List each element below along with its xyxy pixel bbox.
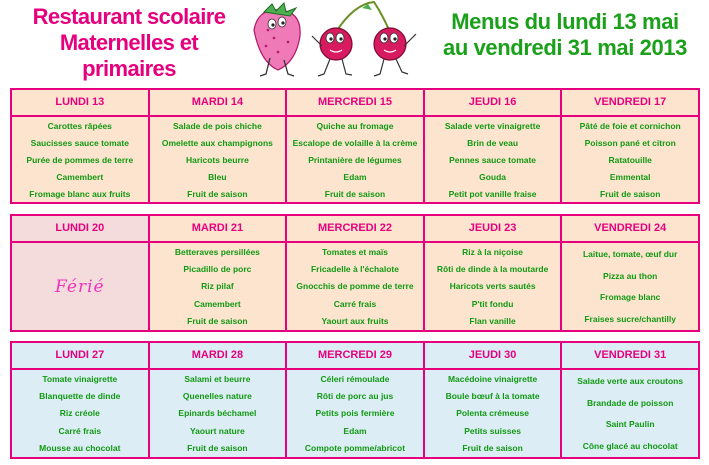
- dish-item: Brandade de poisson: [586, 397, 674, 408]
- dish-item: Flan vanille: [469, 316, 516, 327]
- day-header: MARDI 21: [149, 215, 287, 242]
- dish-item: Blanquette de dinde: [39, 391, 121, 402]
- dish-item: Petit pot vanille fraise: [448, 188, 537, 199]
- day-header: VENDREDI 31: [561, 342, 699, 369]
- dish-item: Salami et beurre: [184, 373, 251, 384]
- dish-item: Saint Paulin: [605, 419, 655, 430]
- day-menu-cell: [424, 242, 562, 331]
- dish-item: Edam: [343, 425, 367, 436]
- dish-item: Fromage blanc aux fruits: [29, 188, 131, 199]
- dish-item: Fruit de saison: [324, 188, 386, 199]
- day-header: MARDI 14: [149, 89, 287, 116]
- day-header: LUNDI 20: [11, 215, 149, 242]
- dish-item: Gouda: [479, 171, 507, 182]
- dish-item: Printanière de légumes: [308, 154, 402, 165]
- day-header: MERCREDI 22: [286, 215, 424, 242]
- dish-item: Brin de veau: [467, 137, 519, 148]
- day-menu-cell: [11, 116, 149, 203]
- restaurant-title: [14, 4, 244, 82]
- cherries-character: [312, 2, 416, 76]
- dish-item: Fricadelle à l'échalote: [310, 264, 399, 275]
- dish-item: Picadillo de porc: [183, 264, 252, 275]
- dish-item: Laitue, tomate, œuf dur: [582, 248, 678, 259]
- dish-item: Rôti de porc au jus: [316, 391, 394, 402]
- day-header: MARDI 28: [149, 342, 287, 369]
- day-menu-cell: [11, 242, 149, 331]
- dish-item: Salade de pois chiche: [172, 120, 262, 131]
- dish-item: Tomates et maïs: [321, 246, 388, 257]
- dish-item: Fruit de saison: [187, 443, 248, 454]
- day-menu-cell: [424, 116, 562, 203]
- dish-item: Tomate vinaigrette: [42, 373, 118, 384]
- dish-item: Riz à la niçoise: [462, 246, 524, 257]
- fruit-characters-illustration: [244, 0, 424, 82]
- dish-item: Epinards béchamel: [178, 408, 257, 419]
- menu-period-line2: au vendredi 31 mai 2013: [443, 35, 687, 60]
- dish-item: Fruit de saison: [187, 188, 248, 199]
- dish-item: Pizza au thon: [603, 270, 658, 281]
- day-menu-cell: [286, 116, 424, 203]
- dish-item: Betteraves persillées: [174, 246, 260, 257]
- day-menu-cell: [561, 116, 699, 203]
- dish-item: Fruit de saison: [187, 316, 248, 327]
- restaurant-title-line2: Maternelles et primaires: [59, 30, 199, 81]
- dish-item: Boule bœuf à la tomate: [445, 391, 540, 402]
- dish-item: Macédoine vinaigrette: [447, 373, 538, 384]
- day-header: VENDREDI 17: [561, 89, 699, 116]
- dish-item: Carré frais: [58, 425, 102, 436]
- dish-item: Fraises sucre/chantilly: [584, 314, 677, 325]
- dish-item: Purée de pommes de terre: [26, 154, 134, 165]
- day-menu-cell: [149, 242, 287, 331]
- dish-item: Polenta crémeuse: [456, 408, 529, 419]
- dish-item: Fromage blanc: [599, 292, 661, 303]
- dish-item: Petits suisses: [464, 425, 521, 436]
- dish-item: Pennes sauce tomate: [449, 154, 537, 165]
- day-header: JEUDI 16: [424, 89, 562, 116]
- dish-item: Yaourt nature: [189, 425, 245, 436]
- dish-item: Yaourt aux fruits: [321, 316, 389, 327]
- dish-item: Compote pomme/abricot: [304, 443, 406, 454]
- day-menu-cell: [286, 242, 424, 331]
- dish-item: Quenelles nature: [182, 391, 252, 402]
- dish-item: Camembert: [194, 298, 241, 309]
- dish-item: Carottes râpées: [47, 120, 112, 131]
- day-header: MERCREDI 29: [286, 342, 424, 369]
- day-menu-cell: [561, 242, 699, 331]
- day-header: LUNDI 13: [11, 89, 149, 116]
- dish-item: Bleu: [208, 171, 227, 182]
- day-menu-cell: [149, 116, 287, 203]
- restaurant-title-line1: Restaurant scolaire: [32, 4, 226, 29]
- day-menu-cell: [561, 369, 699, 458]
- dish-item: Salade verte aux croutons: [577, 375, 684, 386]
- dish-item: Rôti de dinde à la moutarde: [436, 264, 549, 275]
- day-menu-cell: [286, 369, 424, 458]
- dish-item: Emmental: [609, 171, 651, 182]
- dish-item: Gnocchis de pomme de terre: [296, 281, 414, 292]
- menu-period-title: [430, 9, 700, 61]
- week-2-table: [10, 214, 700, 332]
- day-header: JEUDI 23: [424, 215, 562, 242]
- dish-item: Céleri rémoulade: [320, 373, 390, 384]
- dish-item: Fruit de saison: [462, 443, 523, 454]
- week-3-table: [10, 341, 700, 459]
- dish-item: Escalope de volaille à la crème: [292, 137, 418, 148]
- dish-item: Camembert: [56, 171, 104, 182]
- dish-item: Haricots verts sautés: [449, 281, 536, 292]
- week-1-table: [10, 88, 700, 204]
- day-header: JEUDI 30: [424, 342, 562, 369]
- dish-item: Edam: [343, 171, 367, 182]
- dish-item: Riz pilaf: [201, 281, 234, 292]
- menu-period-line1: Menus du lundi 13 mai: [451, 9, 679, 34]
- dish-item: Fruit de saison: [599, 188, 661, 199]
- dish-item: Pâté de foie et cornichon: [579, 120, 681, 131]
- day-menu-cell: [424, 369, 562, 458]
- dish-item: Cône glacé au chocolat: [582, 441, 678, 452]
- dish-item: Quiche au fromage: [316, 120, 394, 131]
- dish-item: Poisson pané et citron: [584, 137, 676, 148]
- dish-item: Ratatouille: [608, 154, 652, 165]
- day-header: MERCREDI 15: [286, 89, 424, 116]
- day-header: VENDREDI 24: [561, 215, 699, 242]
- dish-item: Mousse au chocolat: [39, 443, 121, 454]
- day-menu-cell: [11, 369, 149, 458]
- day-menu-cell: [149, 369, 287, 458]
- day-header: LUNDI 27: [11, 342, 149, 369]
- dish-item: Salade verte vinaigrette: [444, 120, 541, 131]
- dish-item: Riz créole: [59, 408, 100, 419]
- dish-item: Carré frais: [333, 298, 377, 309]
- dish-item: Saucisses sauce tomate: [30, 137, 129, 148]
- dish-item: Omelette aux champignons: [161, 137, 273, 148]
- dish-item: Petits pois fermière: [315, 408, 395, 419]
- strawberry-character: [254, 3, 300, 76]
- dish-item: P'tit fondu: [471, 298, 514, 309]
- holiday-label: Férié: [55, 276, 105, 297]
- dish-item: Haricots beurre: [185, 154, 249, 165]
